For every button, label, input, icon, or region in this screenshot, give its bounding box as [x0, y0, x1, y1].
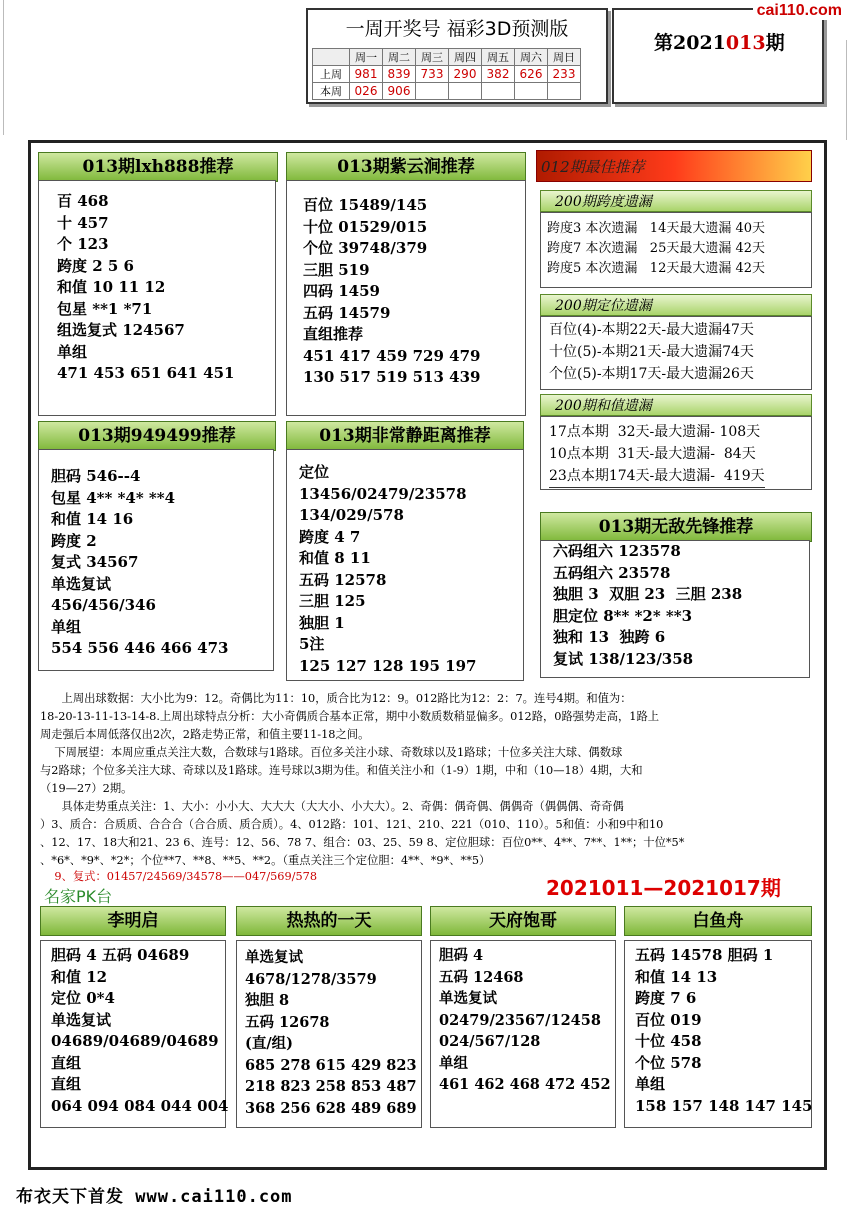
- panel-text: 胆码 4 五码 04689 和值 12 定位 0*4 单选复试 04689/04689/04689 直组 直组 064 094 084 044 004: [51, 946, 229, 1115]
- panel-text: 百位 15489/145 十位 01529/015 个位 39748/379 三胆 519 四码 1459 五码 14579 直组推荐 451 417 459 729 479 130 517 519 513 439: [303, 196, 481, 386]
- panel-text: 单选复试 4678/1278/3579 独胆 8 五码 12678 (直/组) 685 278 615 429 823 218 823 258 853 487 368 256 628 489 689: [245, 949, 417, 1117]
- day-header: 周二: [383, 49, 416, 66]
- pk-label: 名家PK台: [44, 887, 113, 906]
- result-cell: 382: [482, 66, 515, 83]
- position-row: 个位(5)-本期17天-最大遗漏26天: [549, 366, 754, 382]
- week-results-table: [312, 48, 581, 100]
- pk-range: 2021011—2021017期: [546, 876, 781, 900]
- result-cell: [515, 83, 548, 100]
- site-logo[interactable]: cai110.com: [753, 2, 846, 20]
- corner-cell: [313, 49, 350, 66]
- sum-miss-panel: [540, 416, 812, 490]
- panel-jingjuli: [286, 449, 524, 681]
- panel-text: 六码组六 123578 五码组六 23578 独胆 3 双胆 23 三胆 238 胆定位 8** *2* **3 独和 13 独跨 6 复试 138/123/358: [553, 542, 743, 668]
- analysis-line: 下周展望：本周应重点关注大数，合数球与1路球。百位多关注小球、奇数球以及1路球；十位多关注大球、偶数球: [40, 746, 623, 759]
- position-miss-title: 200期定位遗漏: [540, 294, 812, 316]
- issue-title: 第2021013期: [654, 32, 785, 54]
- panel-text: 胆码 546--4 包星 4** *4* **4 和值 14 16 跨度 2 复式 34567 单选复试 456/456/346 单组 554 556 446 466 473: [51, 467, 229, 657]
- sum-row: 10点本期 31天-最大遗漏- 84天: [549, 446, 756, 462]
- analysis-line: ）3、质合：合质质、合合合（合合质、质合质）。4、012路：101、121、210、221（010、110）。5和值：小和9中和10: [40, 818, 664, 831]
- result-cell: [548, 83, 581, 100]
- result-cell: 233: [548, 66, 581, 83]
- row-label: 本周: [313, 83, 350, 100]
- analysis-line: 周走强后本周低落仅出2次，2路走势正常，和值主要11-18之间。: [40, 728, 370, 741]
- position-miss-panel: [540, 316, 812, 390]
- panel-lxh888: [38, 180, 276, 416]
- panel-title-949499: 013期949499推荐: [38, 421, 276, 451]
- day-header: 周六: [515, 49, 548, 66]
- result-cell: [482, 83, 515, 100]
- panel-ziyunjian: [286, 180, 526, 416]
- expert-panel-rerede: [236, 940, 422, 1128]
- panel-title-ziyunjian: 013期紫云涧推荐: [286, 152, 526, 182]
- analysis-line: 18-20-13-11-13-14-8.上周出球特点分析：大小奇偶质合基本正常，期中小数质数稍显偏多。012路，0路强势走高，1路上: [40, 710, 660, 723]
- sum-row: 23点本期174天-最大遗漏- 419天: [549, 465, 765, 488]
- result-cell: 733: [416, 66, 449, 83]
- best-header: 012期最佳推荐: [536, 150, 812, 182]
- left-edge-line: [0, 0, 4, 135]
- analysis-line: 上周出球数据：大小比为9：12。奇偶比为11：10，质合比为12：9。012路比为12：2：7。连号4期。和值为：: [40, 692, 632, 705]
- day-header: 周五: [482, 49, 515, 66]
- analysis-line: 与2路球；个位多关注大球、奇球以及1路球。连号球以3期为佳。和值关注小和（1-9）1期，中和（10—18）4期，大和: [40, 764, 643, 777]
- panel-title-lxh888: 013期lxh888推荐: [38, 152, 278, 182]
- analysis-line: 、12、17、18大和21、23 6、连号：12、56、78 7、组合：03、25、59 8、定位胆球：百位0**、4**、7**、1**；十位*5*: [40, 836, 685, 849]
- expert-title-limingqi: 李明启: [40, 906, 226, 936]
- analysis-line-compound: 9、复式：01457/24569/34578——047/569/578: [40, 870, 318, 883]
- span-miss-title: 200期跨度遗漏: [540, 190, 812, 212]
- day-header: 周日: [548, 49, 581, 66]
- result-cell: [449, 83, 482, 100]
- analysis-line: 具体走势重点关注：1、大小：小小大、大大大（大大小、小大大）。2、奇偶：偶奇偶、偶偶奇（偶偶偶、奇奇偶: [40, 800, 624, 813]
- panel-text: 胆码 4 五码 12468 单选复试 02479/23567/12458 024/567/128 单组 461 462 468 472 452: [439, 947, 611, 1093]
- result-cell: 906: [383, 83, 416, 100]
- span-miss-panel: [540, 212, 812, 288]
- footer-text: 布衣天下首发 www.cai110.com: [16, 1187, 293, 1207]
- panel-text: 定位 13456/02479/23578 134/029/578 跨度 4 7 和值 8 11 五码 12578 三胆 125 独胆 1 5注 125 127 128 195 197: [299, 463, 477, 675]
- expert-panel-baiyuzhou: [624, 940, 812, 1128]
- week-results-box: [306, 8, 608, 104]
- result-cell: 981: [350, 66, 383, 83]
- position-row: 十位(5)-本期21天-最大遗漏74天: [549, 344, 754, 360]
- panel-text: 百 468 十 457 个 123 跨度 2 5 6 和值 10 11 12 包星 **1 *71 组选复式 124567 单组 471 453 651 641 451: [57, 192, 235, 382]
- panel-title-wudi: 013期无敌先锋推荐: [540, 512, 812, 542]
- day-header: 周一: [350, 49, 383, 66]
- analysis-line: （19—27）2期。: [40, 782, 133, 795]
- result-cell: 839: [383, 66, 416, 83]
- result-cell: 026: [350, 83, 383, 100]
- panel-text: 五码 14578 胆码 1 和值 14 13 跨度 7 6 百位 019 十位 458 个位 578 单组 158 157 148 147 145: [635, 946, 813, 1115]
- expert-title-tianfu: 天府饱哥: [430, 906, 616, 936]
- panel-wudi: [540, 540, 810, 678]
- expert-panel-tianfu: [430, 940, 616, 1128]
- row-label: 上周: [313, 66, 350, 83]
- day-header: 周四: [449, 49, 482, 66]
- sum-row: 17点本期 32天-最大遗漏- 108天: [549, 424, 761, 440]
- span-row: 跨度5 本次遗漏 12天最大遗漏 42天: [547, 261, 766, 276]
- panel-949499: [38, 449, 274, 671]
- panel-title-jingjuli: 013期非常静距离推荐: [286, 421, 524, 451]
- result-cell: 626: [515, 66, 548, 83]
- result-cell: 290: [449, 66, 482, 83]
- right-edge-line: [846, 40, 850, 140]
- expert-panel-limingqi: [40, 940, 229, 1128]
- span-row: 跨度7 本次遗漏 25天最大遗漏 42天: [547, 241, 766, 256]
- position-row: 百位(4)-本期22天-最大遗漏47天: [549, 322, 754, 338]
- week-results-title: 一周开奖号 福彩3D预测版: [345, 18, 569, 40]
- span-row: 跨度3 本次遗漏 14天最大遗漏 40天: [547, 221, 766, 236]
- issue-box: [612, 8, 824, 104]
- expert-title-rerede: 热热的一天: [236, 906, 422, 936]
- expert-title-baiyuzhou: 白鱼舟: [624, 906, 812, 936]
- sum-miss-title: 200期和值遗漏: [540, 394, 812, 416]
- day-header: 周三: [416, 49, 449, 66]
- analysis-line: 、*6*、*9*、*2*；个位**7、**8、**5、**2。（重点关注三个定位胆：4**、*9*、**5）: [40, 854, 491, 867]
- result-cell: [416, 83, 449, 100]
